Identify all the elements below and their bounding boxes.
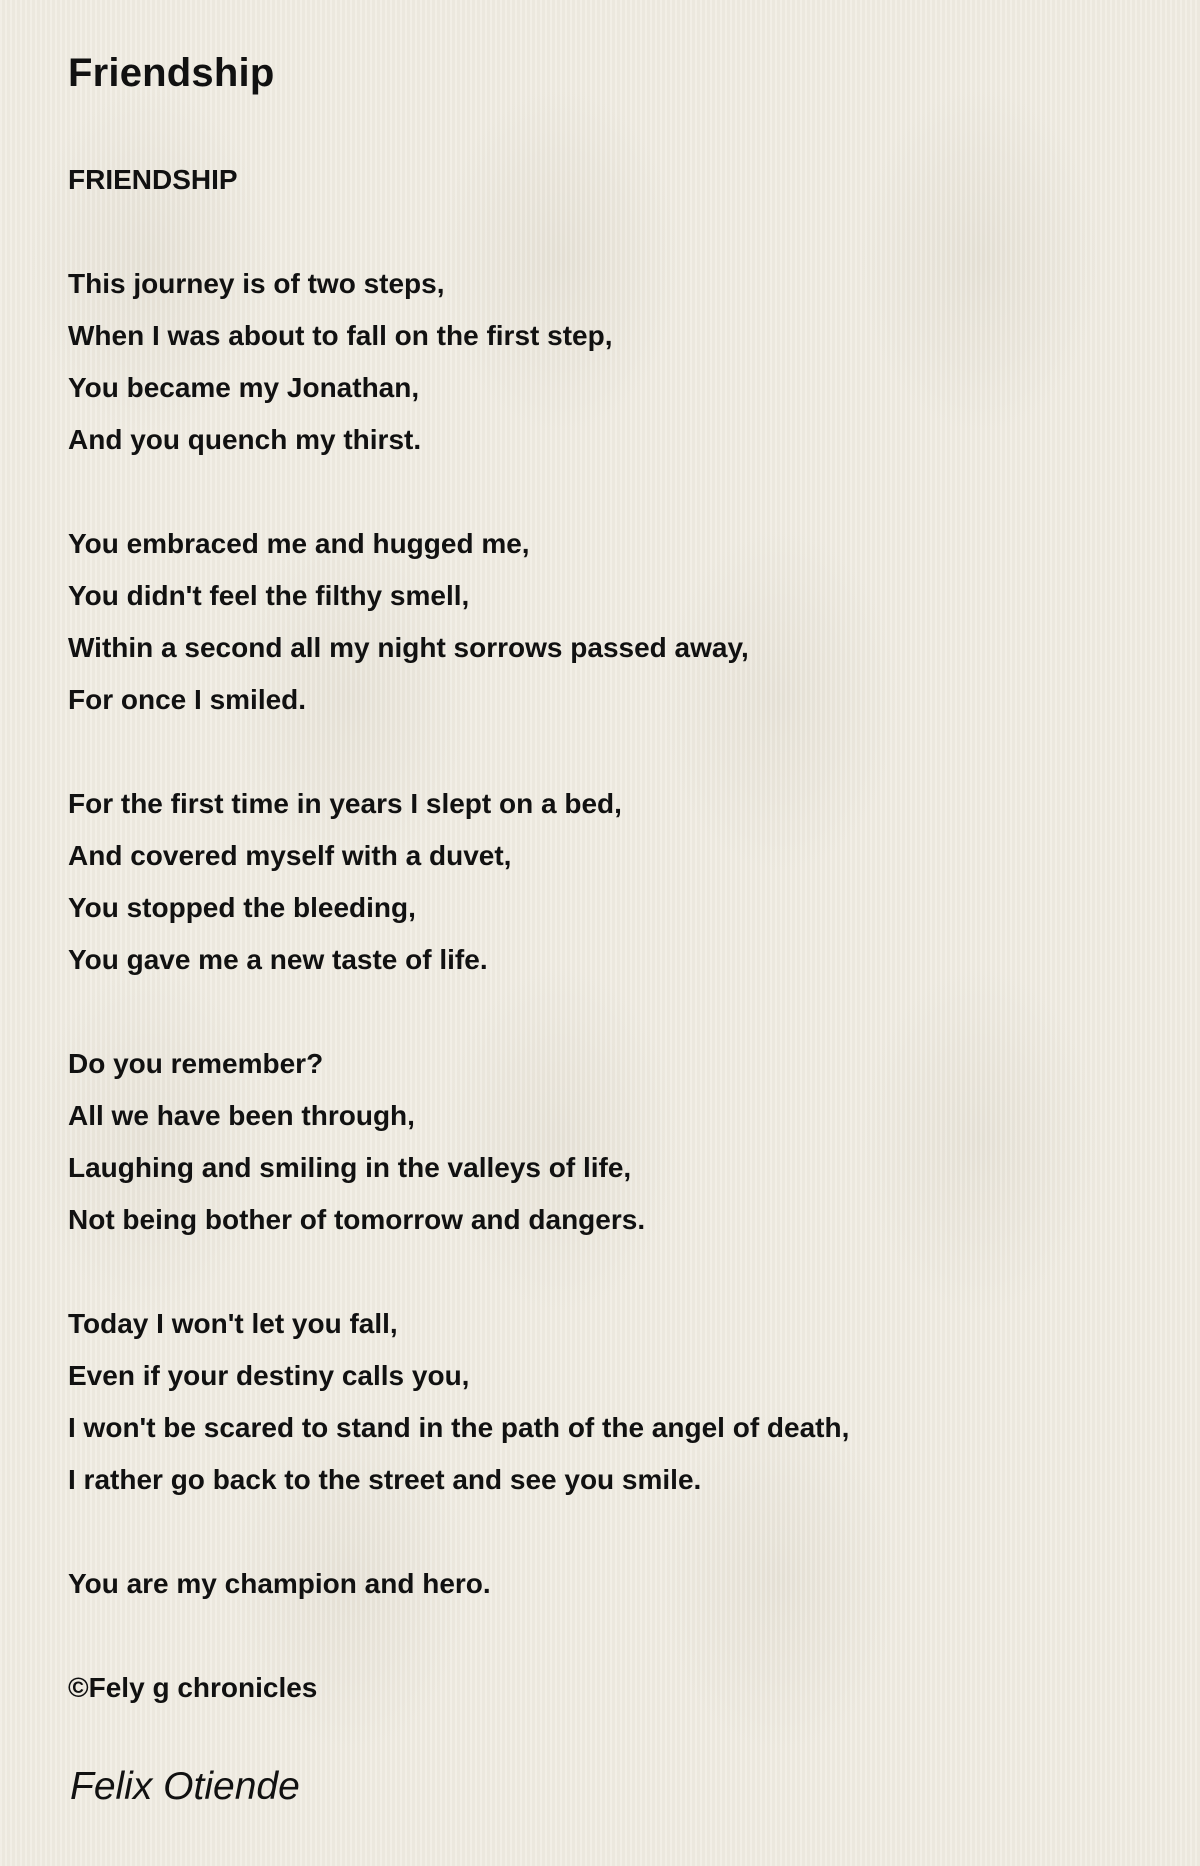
poem-line: Today I won't let you fall, [68, 1308, 398, 1339]
poem-line: Within a second all my night sorrows passed away, [68, 632, 749, 663]
stanza-5 [68, 1298, 1168, 1506]
poem-heading: FRIENDSHIP [68, 164, 238, 195]
stanza-3 [68, 778, 1168, 986]
poem-line: I won't be scared to stand in the path of the angel of death, [68, 1412, 850, 1443]
poem-line: All we have been through, [68, 1100, 415, 1131]
stanza-gap [68, 206, 1168, 258]
copyright-line [68, 1662, 1168, 1714]
poem-body [68, 154, 1168, 1714]
poem-line: I rather go back to the street and see you smile. [68, 1464, 702, 1495]
poem-line: You didn't feel the filthy smell, [68, 580, 470, 611]
poem-line: Even if your destiny calls you, [68, 1360, 470, 1391]
poem-line: You became my Jonathan, [68, 372, 420, 403]
stanza-2 [68, 518, 1168, 726]
stanza-gap [68, 466, 1168, 518]
author-name: Felix Otiende [70, 1765, 300, 1808]
poem-line: Laughing and smiling in the valleys of life, [68, 1152, 632, 1183]
poem-line: Do you remember? [68, 1048, 324, 1079]
poem-line: And covered myself with a duvet, [68, 840, 512, 871]
poem-line: You are my champion and hero. [68, 1568, 491, 1599]
poem-line: For the first time in years I slept on a bed, [68, 788, 622, 819]
poem-line: When I was about to fall on the first step, [68, 320, 613, 351]
poem-line: This journey is of two steps, [68, 268, 445, 299]
stanza-gap [68, 726, 1168, 778]
poem-line: And you quench my thirst. [68, 424, 422, 455]
stanza-6 [68, 1558, 1168, 1610]
poem-line: Not being bother of tomorrow and dangers. [68, 1204, 646, 1235]
stanza-gap [68, 1610, 1168, 1662]
poem-title: Friendship [68, 51, 275, 95]
stanza-4 [68, 1038, 1168, 1246]
stanza-1 [68, 258, 1168, 466]
poem-line: You gave me a new taste of life. [68, 944, 488, 975]
poem-line: For once I smiled. [68, 684, 307, 715]
stanza-gap [68, 1246, 1168, 1298]
poem-line: You embraced me and hugged me, [68, 528, 530, 559]
stanza-gap [68, 1506, 1168, 1558]
poem-line: You stopped the bleeding, [68, 892, 416, 923]
poem-line: ©Fely g chronicles [68, 1672, 318, 1703]
stanza-gap [68, 986, 1168, 1038]
